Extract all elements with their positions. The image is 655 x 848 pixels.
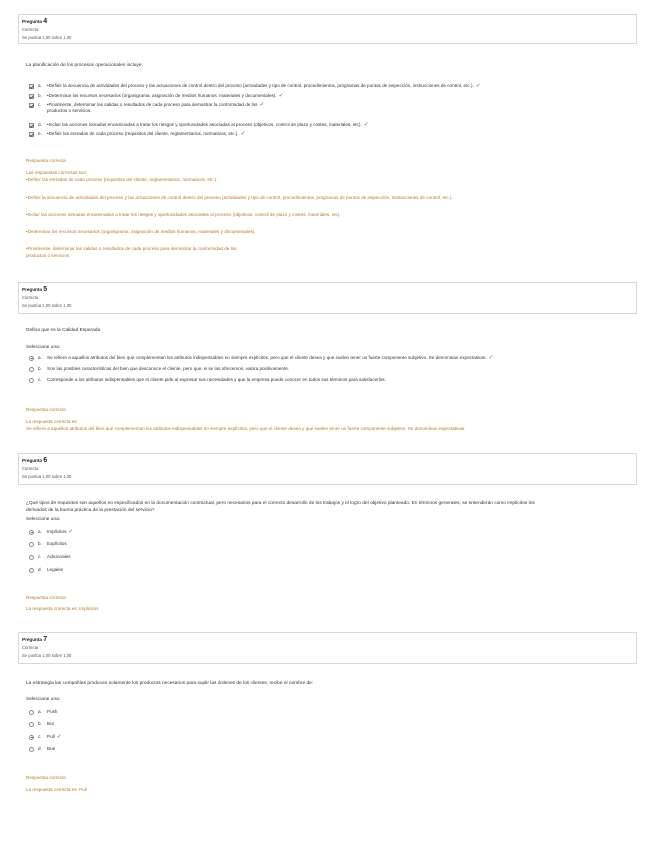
option-text: Explícitos xyxy=(47,541,67,546)
radio-button[interactable] xyxy=(29,542,34,547)
option-text: Pull ✓ xyxy=(47,734,62,740)
radio-button[interactable] xyxy=(29,356,34,361)
feedback-line: , xyxy=(26,222,28,227)
option-d[interactable]: d. Bue xyxy=(29,746,619,752)
option-a[interactable]: a. •Definir la secuencia de actividades del proceso y las actuaciones de control dentro del proceso (actividades y tipo de control, procedimientos, programas de puntos de inspección, instrucciones de control, etc.). ✓ xyxy=(29,83,619,89)
option-text: •Incluir las acciones tomadas encaminadas a tratar los riesgos y oportunidades asociadas al proceso (objetivos, control de plazo y costes, materiales, etc). ✓ xyxy=(47,122,369,128)
checkbox[interactable] xyxy=(29,103,34,108)
question-number: Pregunta 7 xyxy=(22,636,48,643)
question-state: Correcta xyxy=(22,466,39,471)
radio-button[interactable] xyxy=(29,735,34,740)
feedback-line: •Determinar los recursos necesarios (organigrama, asignación de medios humanos, materiales y documentales). xyxy=(26,229,256,234)
checkbox[interactable] xyxy=(29,84,34,89)
feedback-line: •Definir las entradas de cada proceso (requisitos del cliente, reglamentarios, normativos, etc.). xyxy=(26,177,218,182)
question-state: Correcta xyxy=(22,645,39,650)
question-text: Defina que es la Calidad Esperada xyxy=(26,328,101,333)
question-number: Pregunta 4 xyxy=(22,18,48,25)
radio-button[interactable] xyxy=(29,367,34,372)
option-text: •Definir las entradas de cada proceso (requisitos del cliente, reglamentarios, normativos, etc.). ✓ xyxy=(47,131,246,137)
option-text: Son las posibles características del bien que desconoce el cliente, pero que, si se las ofrecemos, valora positivamente. xyxy=(47,366,290,371)
question-grade: Se puntúa 1,00 sobre 1,00 xyxy=(22,303,72,308)
option-a[interactable]: a. Push xyxy=(29,709,619,715)
check-icon: ✓ xyxy=(240,131,246,137)
option-c[interactable]: c. Pull ✓ xyxy=(29,734,619,740)
radio-button[interactable] xyxy=(29,568,34,573)
option-text: Legales xyxy=(47,567,64,572)
radio-button[interactable] xyxy=(29,378,34,383)
radio-button[interactable] xyxy=(29,555,34,560)
feedback-line: , xyxy=(26,205,28,210)
checkbox[interactable] xyxy=(29,123,34,128)
option-b[interactable]: b. Son las posibles características del bien que desconoce el cliente, pero que, si se las ofrecemos, valora positivamente. xyxy=(29,366,619,372)
check-icon: ✓ xyxy=(488,355,494,361)
option-text: Bue xyxy=(47,746,56,751)
feedback-line: •Incluir las acciones tomadas encaminadas a tratar los riesgos y oportunidades asociadas al proceso (objetivos, control de plazo y costes, materiales, etc). xyxy=(26,212,341,217)
question-state: Correcta xyxy=(22,295,39,300)
check-icon: ✓ xyxy=(475,83,481,89)
feedback-line: La respuesta correcta es: xyxy=(26,419,78,424)
feedback-line: Se refiere a aquellos atributos del bien que complementan los atributos indispensables no siempre explícitos, pero que el cliente desea y que suelen tener un fuerte componente subjetivo. Se denominan expectativas. xyxy=(26,426,466,431)
select-prompt: Seleccione una: xyxy=(26,345,61,350)
question-grade: Se puntúa 1,00 sobre 1,00 xyxy=(22,474,72,479)
question-info-4 xyxy=(18,14,637,44)
question-info-6 xyxy=(18,453,637,485)
check-icon: ✓ xyxy=(56,734,62,740)
option-text: •Definir la secuencia de actividades del proceso y las actuaciones de control dentro del proceso (actividades y tipo de control, procedimientos, programas de puntos de inspección, instrucciones de control, etc.). ✓ xyxy=(47,83,481,89)
feedback-line: La respuesta correcta es: Pull xyxy=(26,787,87,792)
option-b[interactable]: b. Bul xyxy=(29,721,619,727)
option-d[interactable]: d. •Incluir las acciones tomadas encaminadas a tratar los riesgos y oportunidades asociadas al proceso (objetivos, control de plazo y costes, materiales, etc). ✓ xyxy=(29,122,619,128)
option-a[interactable]: a. Se refiere a aquellos atributos del bien que complementan los atributos indispensables no siempre explícitos, pero que el cliente desea y que suelen tener un fuerte componente subjetivo. Se denominan expectativas. ✓ xyxy=(29,355,619,361)
feedback-line: •Finalmente, determinar las salidas o resultados de cada proceso para demostrar la conformidad de los xyxy=(26,246,237,251)
option-text: Implícitos ✓ xyxy=(47,529,74,535)
option-text: •Determinar los recursos necesarios (organigrama, asignación de medios humanos, materiales y documentales). ✓ xyxy=(47,93,284,99)
option-text: Push xyxy=(47,709,58,714)
checkbox[interactable] xyxy=(29,132,34,137)
checkbox[interactable] xyxy=(29,94,34,99)
check-icon: ✓ xyxy=(68,529,74,535)
feedback-line: •Definir la secuencia de actividades del proceso y las actuaciones de control dentro del proceso (actividades y tipo de control, procedimientos, programas de puntos de inspección, instrucciones de control, etc.). xyxy=(26,195,453,200)
feedback-line: , xyxy=(26,239,28,244)
radio-button[interactable] xyxy=(29,747,34,752)
option-text: Bul xyxy=(47,721,54,726)
option-e[interactable]: e. •Definir las entradas de cada proceso (requisitos del cliente, reglamentarios, normativos, etc.). ✓ xyxy=(29,131,619,137)
radio-button[interactable] xyxy=(29,710,34,715)
select-prompt: Seleccione una: xyxy=(26,517,61,522)
option-d[interactable]: d. Legales xyxy=(29,567,619,573)
option-c[interactable]: c. Corresponde a los atributos indispensables que el cliente pide al expresar sus necesidades y que la empresa puede conocer en todos sus términos para satisfacerlos. xyxy=(29,377,619,383)
feedback-line: Las respuestas correctas son: xyxy=(26,170,88,175)
question-text: La planificación de los procesos operacionales incluye: xyxy=(26,63,143,68)
feedback-state: Respuesta correcta xyxy=(26,407,66,412)
feedback-line: , xyxy=(26,188,28,193)
option-text: Se refiere a aquellos atributos del bien que complementan los atributos indispensables no siempre explícitos, pero que el cliente desea y que suelen tener un fuerte componente subjetivo. Se denominan expectativas. ✓ xyxy=(47,355,494,361)
question-text: La estrategia las compañías producen solamente los productos necesarios para suplir las órdenes de los clientes, recibe el nombre de: xyxy=(26,681,314,686)
question-info-5 xyxy=(18,282,637,314)
question-state: Correcta xyxy=(22,27,39,32)
feedback-state: Respuesta correcta xyxy=(26,158,66,163)
question-grade: Se puntúa 1,00 sobre 1,00 xyxy=(22,35,72,40)
feedback-state: Respuesta correcta xyxy=(26,775,66,780)
option-text: Adicionales xyxy=(47,554,71,559)
feedback-line: productos o servicios. xyxy=(26,253,71,258)
check-icon: ✓ xyxy=(259,102,265,108)
radio-button[interactable] xyxy=(29,722,34,727)
question-number: Pregunta 6 xyxy=(22,457,48,464)
option-c[interactable]: c. •Finalmente, determinar las salidas o resultados de cada proceso para demostrar la conformidad de los ✓ productos o servicios. xyxy=(29,102,619,114)
question-grade: Se puntúa 1,00 sobre 1,00 xyxy=(22,653,72,658)
feedback-state: Respuesta correcta xyxy=(26,595,66,600)
question-info-7 xyxy=(18,632,637,664)
option-text: •Finalmente, determinar las salidas o resultados de cada proceso para demostrar la conformidad de los ✓ productos o servicios. xyxy=(47,102,265,113)
option-b[interactable]: b. •Determinar los recursos necesarios (organigrama, asignación de medios humanos, materiales y documentales). ✓ xyxy=(29,93,619,99)
feedback-line: La respuesta correcta es: Implícitos xyxy=(26,606,99,611)
question-text: ¿Qué tipos de requisitos son aquellos no especificados en la documentación contractual, pero necesarios para el correcto desarrollo de los trabajos y el logro del objetivo planteado. En términos generales, se entenderán como implícitos los derivados de la buena práctica de la prestación del servicio? xyxy=(26,501,535,513)
radio-button[interactable] xyxy=(29,530,34,535)
option-b[interactable]: b. Explícitos xyxy=(29,541,619,547)
check-icon: ✓ xyxy=(363,122,369,128)
option-text: Corresponde a los atributos indispensables que el cliente pide al expresar sus necesidades y que la empresa puede conocer en todos sus términos para satisfacerlos. xyxy=(47,377,386,382)
check-icon: ✓ xyxy=(278,93,284,99)
option-a[interactable]: a. Implícitos ✓ xyxy=(29,529,619,535)
question-number: Pregunta 5 xyxy=(22,286,48,293)
option-c[interactable]: c. Adicionales xyxy=(29,554,619,560)
select-prompt: Seleccione una: xyxy=(26,697,61,702)
